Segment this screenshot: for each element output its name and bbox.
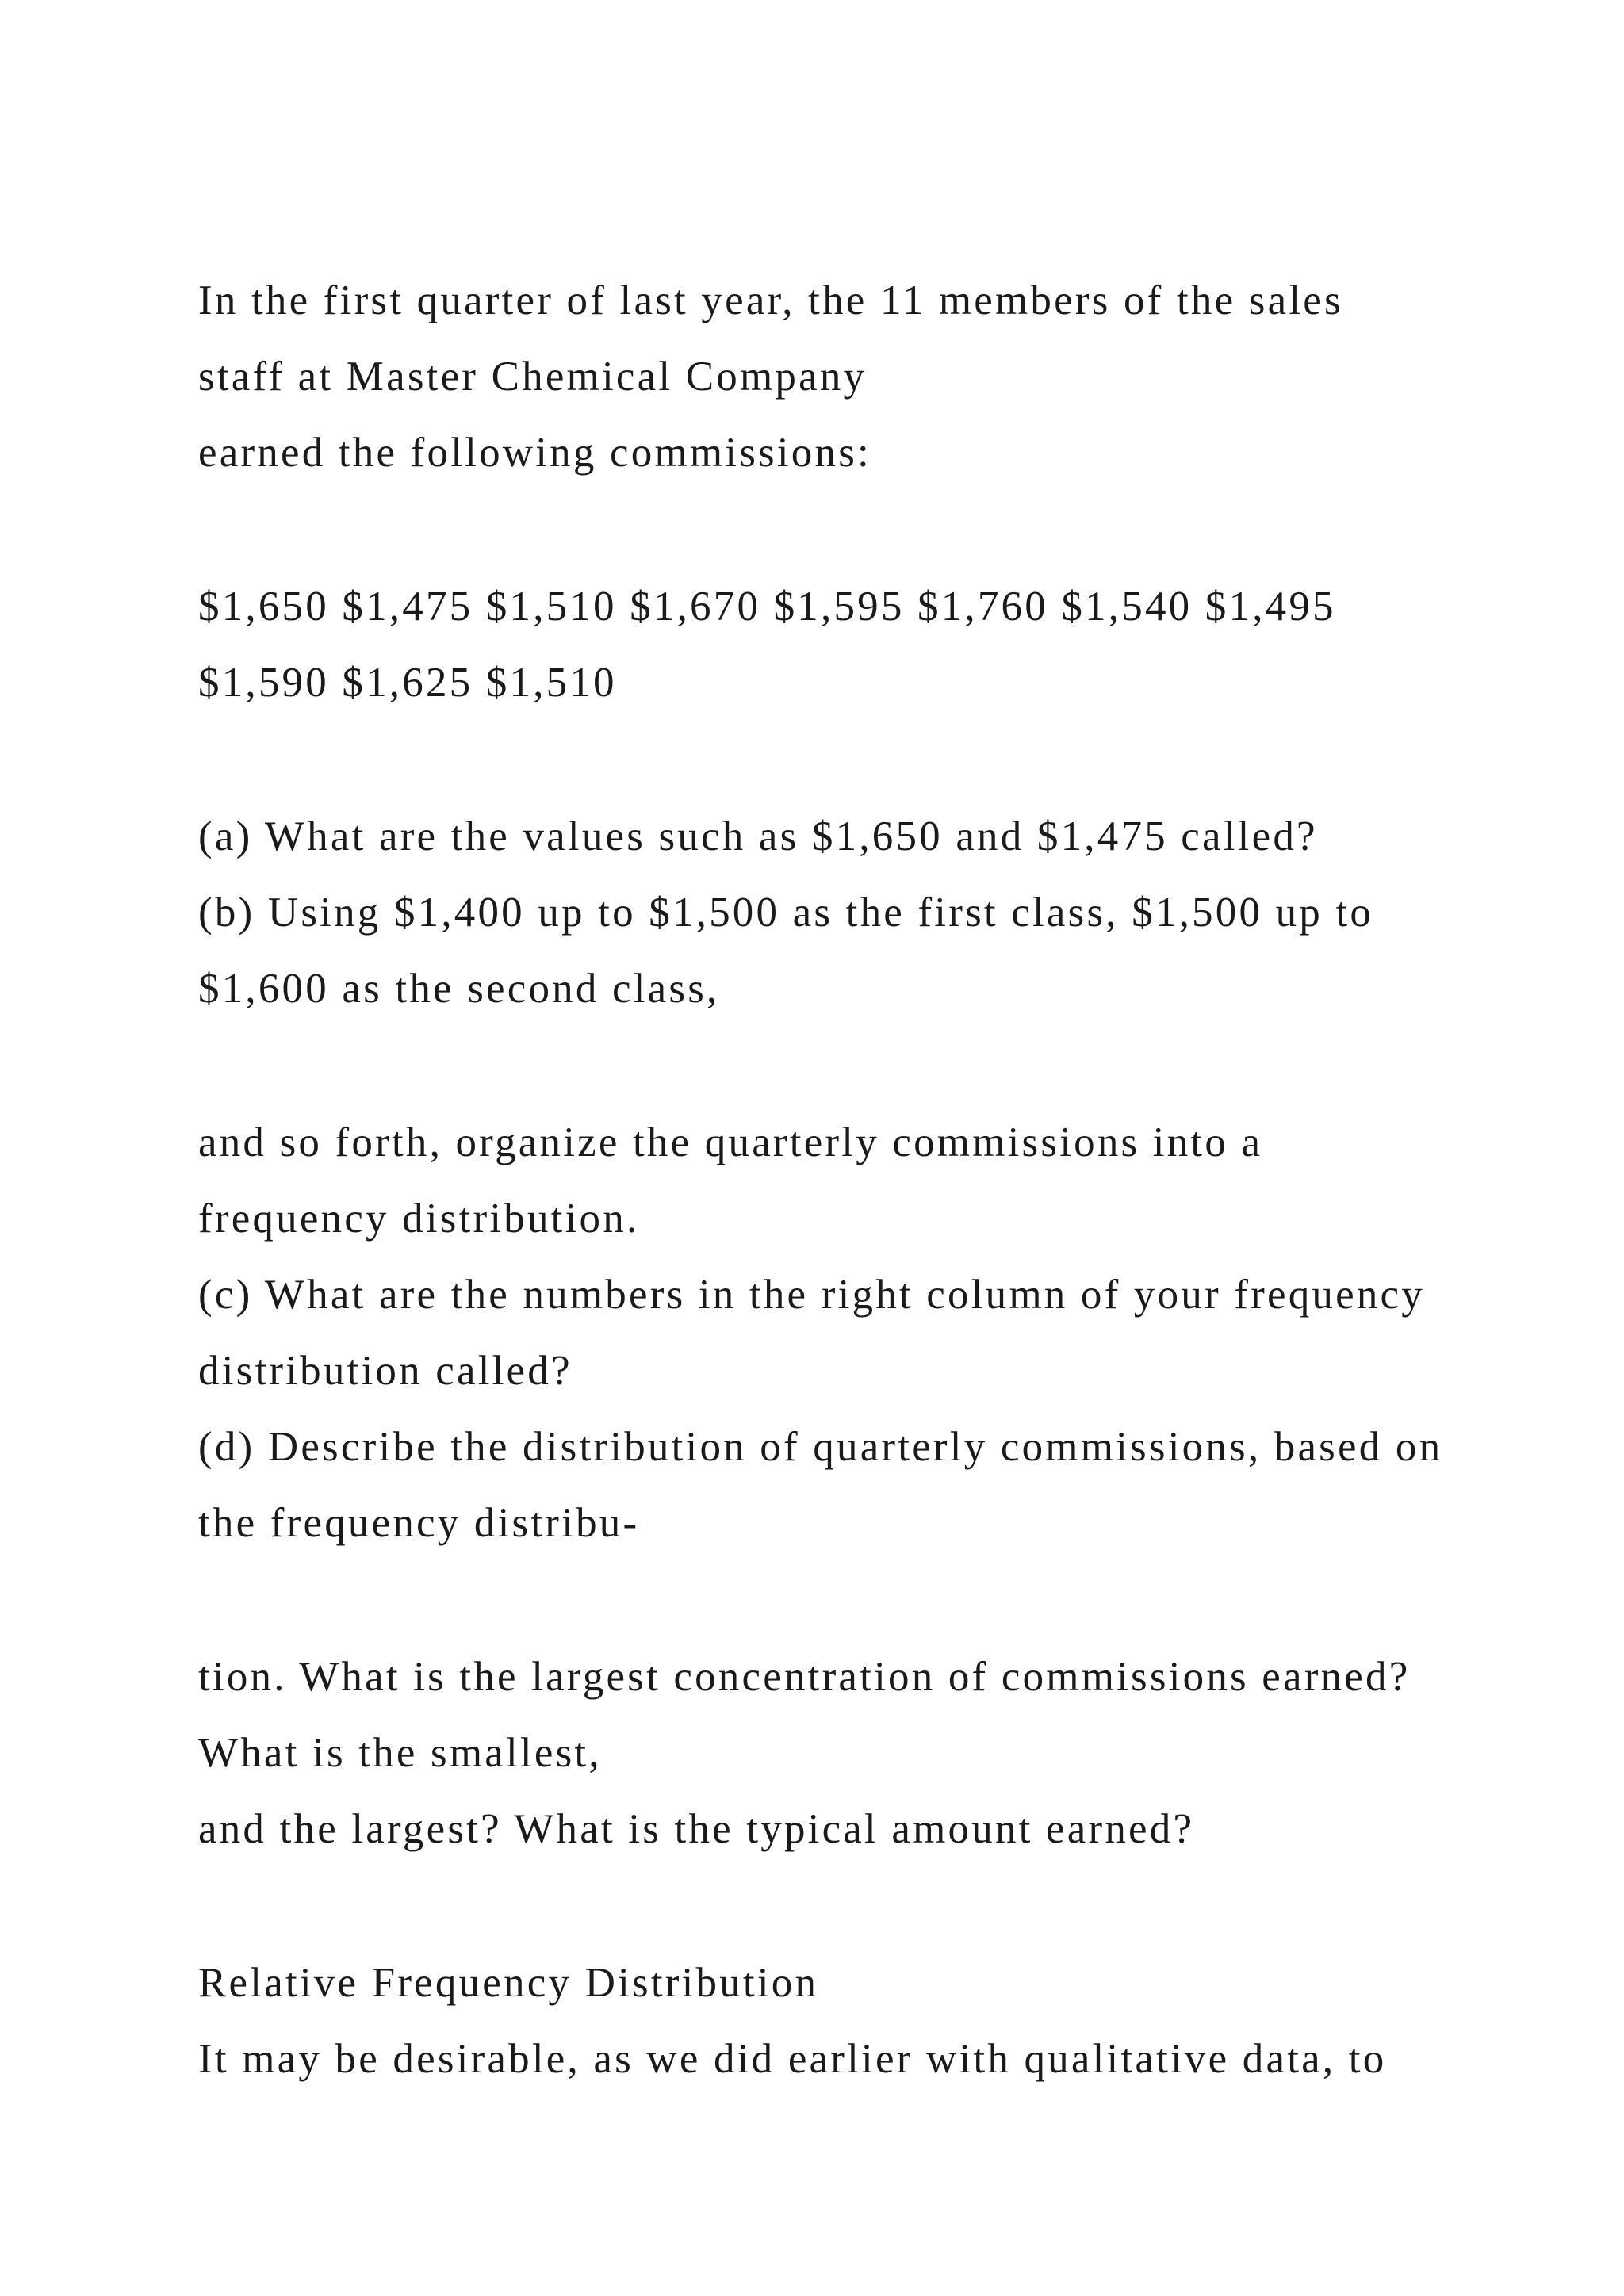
question-d-line-1: (d) Describe the distribution of quarterly commissions, based on: [198, 1424, 1443, 1470]
intro-line-1: In the first quarter of last year, the 11 members of the sales: [198, 277, 1343, 323]
intro-line-2: staff at Master Chemical Company: [198, 354, 868, 400]
question-b-line-1: (b) Using $1,400 up to $1,500 as the first class, $1,500 up to: [198, 890, 1374, 936]
question-d-line-2: the frequency distribu-: [198, 1500, 640, 1546]
question-b-line-3: and so forth, organize the quarterly commissions into a: [198, 1119, 1263, 1165]
question-c-line-2: distribution called?: [198, 1348, 573, 1394]
question-c-line-1: (c) What are the numbers in the right column of your frequency: [198, 1272, 1425, 1318]
body-text-line: It may be desirable, as we did earlier with qualitative data, to: [198, 2036, 1387, 2082]
question-d-line-3: tion. What is the largest concentration of commissions earned?: [198, 1654, 1411, 1700]
commission-values-line-1: $1,650 $1,475 $1,510 $1,670 $1,595 $1,760 $1,540 $1,495: [198, 584, 1336, 629]
question-b-line-2: $1,600 as the second class,: [198, 966, 720, 1012]
commission-values-line-2: $1,590 $1,625 $1,510: [198, 660, 617, 706]
intro-line-3: earned the following commissions:: [198, 430, 871, 476]
section-heading: Relative Frequency Distribution: [198, 1960, 819, 2006]
question-a: (a) What are the values such as $1,650 and $1,475 called?: [198, 813, 1318, 859]
question-b-line-4: frequency distribution.: [198, 1196, 640, 1242]
question-d-line-5: and the largest? What is the typical amount earned?: [198, 1806, 1195, 1852]
question-d-line-4: What is the smallest,: [198, 1730, 602, 1776]
